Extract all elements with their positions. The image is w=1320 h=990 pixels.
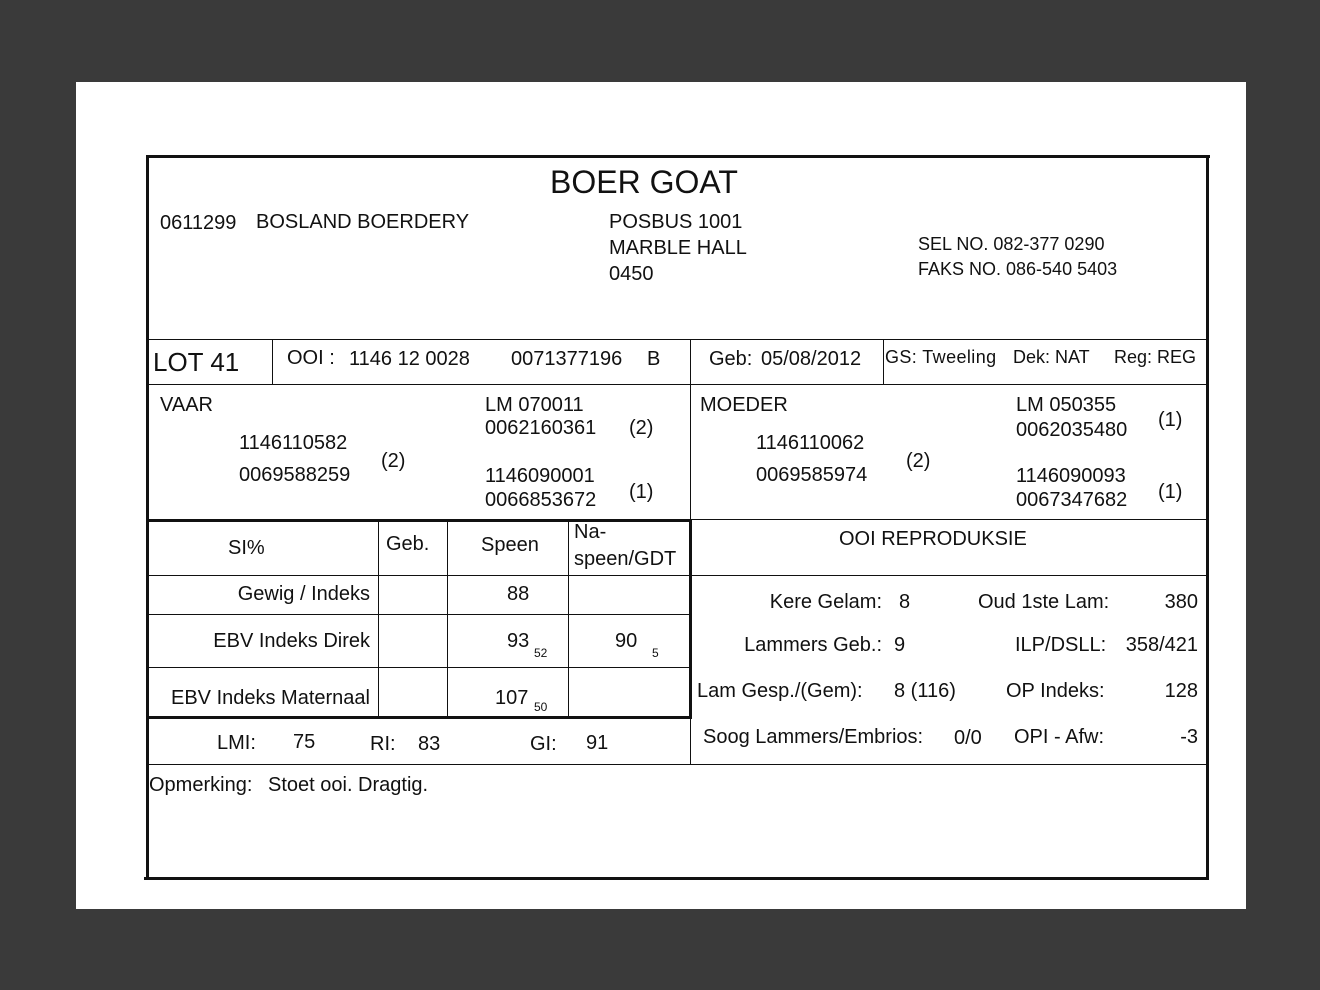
oud-lam-value: 380 [1164, 591, 1198, 613]
rule-si-row1 [148, 614, 692, 615]
ri-value: 83 [418, 733, 441, 755]
fax-number: FAKS NO. 086-540 5403 [918, 259, 1118, 279]
rule-si-row2 [148, 667, 692, 668]
soog-value: 0/0 [954, 727, 982, 749]
ooi-id: 1146 12 0028 [349, 348, 470, 370]
dek-value: Dek: NAT [1013, 347, 1090, 367]
vrule-si-speen [568, 521, 569, 717]
oud-lam-label: Oud 1ste Lam: [978, 591, 1110, 613]
row-direk-naspeen: 90 [615, 630, 638, 652]
row-direk-speen-sub: 52 [534, 646, 548, 660]
vaar-label: VAAR [160, 394, 213, 416]
moeder-label: MOEDER [700, 394, 788, 416]
ilp-value: 358/421 [1125, 634, 1198, 656]
row-label-gewig: Gewig / Indeks [237, 583, 370, 605]
frame-top [146, 155, 1210, 158]
reg-value: Reg: REG [1114, 347, 1197, 367]
moeder-dam-code: 0067347682 [1016, 489, 1128, 511]
vaar-sire-lm: LM 070011 [485, 394, 584, 416]
row-label-maternaal: EBV Indeks Maternaal [171, 687, 370, 709]
lammers-geb-label: Lammers Geb.: [744, 634, 882, 656]
vaar-id: 1146110582 [239, 432, 348, 454]
remarks-label: Opmerking: [149, 774, 253, 796]
rule-index-bottom [148, 764, 1207, 765]
naspeen-header-2: speen/GDT [574, 548, 677, 570]
ooi-grade: B [647, 348, 661, 370]
rule-pedigree-bottom [148, 519, 692, 522]
phone-number: SEL NO. 082-377 0290 [918, 234, 1105, 254]
vaar-dam-count: (1) [629, 481, 654, 503]
vaar-dam-id: 1146090001 [485, 465, 595, 487]
rule-pedigree-bottom-right [690, 519, 1207, 520]
frame-right [1206, 155, 1209, 880]
breeder-number: 0611299 [160, 212, 237, 234]
ri-label: RI: [370, 733, 396, 755]
moeder-count: (2) [906, 450, 931, 472]
gi-label: GI: [530, 733, 557, 755]
vaar-sire-code: 0062160361 [485, 417, 597, 439]
geb-date: 05/08/2012 [761, 348, 862, 370]
soog-label: Soog Lammers/Embrios: [703, 726, 924, 748]
row-maternaal-speen: 107 [495, 687, 529, 709]
speen-header: Speen [481, 534, 539, 556]
kere-gelam-label: Kere Gelam: [769, 591, 882, 613]
moeder-code: 0069585974 [756, 464, 868, 486]
farm-name: BOSLAND BOERDERY [256, 211, 470, 233]
row-direk-naspeen-sub: 5 [652, 646, 659, 660]
lmi-value: 75 [293, 731, 316, 753]
opi-value: -3 [1180, 726, 1198, 748]
naspeen-header-1: Na- [574, 521, 607, 543]
op-indeks-label: OP Indeks: [1006, 680, 1105, 702]
rule-si-row3 [148, 716, 692, 719]
rule-lot-top [148, 339, 1207, 340]
frame-bottom [144, 877, 1208, 880]
repro-title: OOI REPRODUKSIE [839, 528, 1027, 550]
ilp-label: ILP/DSLL: [1015, 634, 1107, 656]
opi-label: OPI - Afw: [1014, 726, 1105, 748]
ooi-label: OOI : [287, 347, 335, 369]
row-label-direk: EBV Indeks Direk [213, 630, 370, 652]
op-indeks-value: 128 [1164, 680, 1198, 702]
si-header: SI% [228, 537, 265, 559]
lammers-geb-value: 9 [894, 634, 906, 656]
rule-repro-head [690, 575, 1207, 576]
gi-value: 91 [586, 732, 609, 754]
lam-gesp-label: Lam Gesp./(Gem): [697, 680, 863, 702]
lmi-label: LMI: [217, 732, 256, 754]
moeder-dam-count: (1) [1158, 481, 1183, 503]
moeder-dam-id: 1146090093 [1016, 465, 1126, 487]
address-line2: MARBLE HALL [609, 237, 747, 259]
lot-number: LOT 41 [153, 347, 240, 377]
vrule-si-right [689, 521, 692, 719]
vaar-count: (2) [381, 450, 406, 472]
address-line3: 0450 [609, 263, 654, 285]
row-maternaal-speen-sub: 50 [534, 700, 548, 714]
remarks-text: Stoet ooi. Dragtig. [268, 774, 429, 796]
vrule-si-label [378, 521, 379, 717]
moeder-sire-code: 0062035480 [1016, 419, 1128, 441]
rule-lot-bottom [148, 384, 1207, 385]
moeder-id: 1146110062 [756, 432, 865, 454]
rule-si-head [148, 575, 692, 576]
frame-left [146, 155, 149, 880]
lam-gesp-value: 8 (116) [894, 680, 956, 702]
vrule-gs [883, 339, 884, 384]
geb-header: Geb. [386, 533, 430, 555]
vaar-sire-count: (2) [629, 417, 654, 439]
vaar-code: 0069588259 [239, 464, 351, 486]
row-direk-speen: 93 [507, 630, 530, 652]
address-line1: POSBUS 1001 [609, 211, 743, 233]
ooi-code: 0071377196 [511, 348, 623, 370]
geb-label: Geb: [709, 348, 753, 370]
kere-gelam-value: 8 [899, 591, 911, 613]
card-title: BOER GOAT [550, 164, 738, 200]
vrule-si-geb [447, 521, 448, 717]
gs-value: GS: Tweeling [885, 347, 997, 367]
vrule-lot [272, 339, 273, 384]
moeder-sire-count: (1) [1158, 409, 1183, 431]
vaar-dam-code: 0066853672 [485, 489, 597, 511]
row-gewig-speen: 88 [507, 583, 530, 605]
moeder-sire-lm: LM 050355 [1016, 394, 1117, 416]
